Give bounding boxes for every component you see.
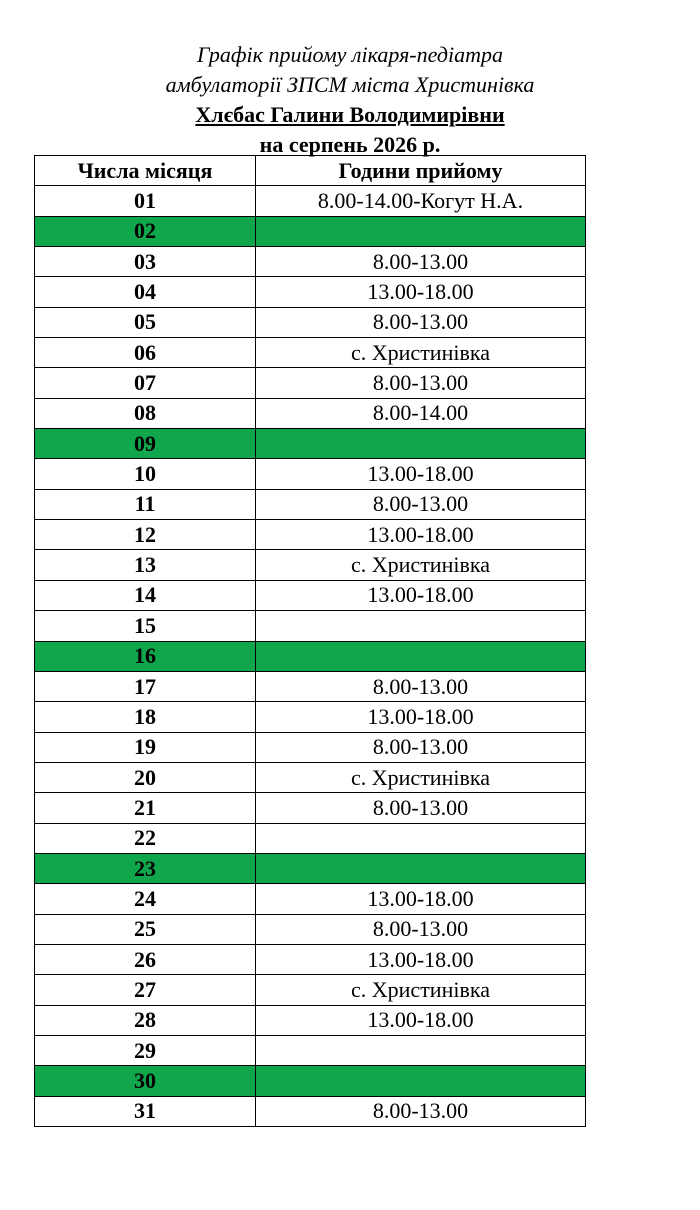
table-row bbox=[35, 338, 586, 368]
hours-cell bbox=[256, 429, 586, 459]
hours-cell bbox=[256, 1035, 586, 1065]
day-cell: 27 bbox=[35, 975, 256, 1005]
day-cell: 08 bbox=[35, 398, 256, 428]
day-cell: 18 bbox=[35, 702, 256, 732]
hours-cell: 8.00-13.00 bbox=[256, 914, 586, 944]
table-row bbox=[35, 762, 586, 792]
day-cell: 26 bbox=[35, 944, 256, 974]
hours-cell bbox=[256, 611, 586, 641]
hours-cell bbox=[256, 823, 586, 853]
hours-cell: 8.00-14.00 bbox=[256, 398, 586, 428]
document-header bbox=[0, 40, 700, 160]
table-row bbox=[35, 611, 586, 641]
day-cell: 17 bbox=[35, 671, 256, 701]
hours-cell: с. Христинівка bbox=[256, 975, 586, 1005]
table-header-row bbox=[35, 156, 586, 186]
hours-cell: 8.00-14.00-Когут Н.А. bbox=[256, 186, 586, 216]
day-cell: 30 bbox=[35, 1066, 256, 1096]
hours-cell: 13.00-18.00 bbox=[256, 884, 586, 914]
table-row bbox=[35, 216, 586, 246]
day-cell: 23 bbox=[35, 853, 256, 883]
table-row bbox=[35, 944, 586, 974]
schedule-body bbox=[35, 186, 586, 1127]
table-row bbox=[35, 398, 586, 428]
table-row bbox=[35, 793, 586, 823]
table-row bbox=[35, 550, 586, 580]
column-header-day: Числа місяця bbox=[35, 156, 256, 186]
hours-cell: 13.00-18.00 bbox=[256, 520, 586, 550]
title-line-2: амбулаторії ЗПСМ міста Христинівка bbox=[165, 72, 535, 97]
table-row bbox=[35, 247, 586, 277]
day-cell: 12 bbox=[35, 520, 256, 550]
hours-cell: 13.00-18.00 bbox=[256, 702, 586, 732]
table-row bbox=[35, 641, 586, 671]
hours-cell: 8.00-13.00 bbox=[256, 307, 586, 337]
table-row bbox=[35, 1005, 586, 1035]
column-header-hours: Години прийому bbox=[256, 156, 586, 186]
hours-cell bbox=[256, 1066, 586, 1096]
day-cell: 09 bbox=[35, 429, 256, 459]
hours-cell: 8.00-13.00 bbox=[256, 732, 586, 762]
day-cell: 10 bbox=[35, 459, 256, 489]
table-row bbox=[35, 671, 586, 701]
hours-cell bbox=[256, 641, 586, 671]
hours-cell: 13.00-18.00 bbox=[256, 944, 586, 974]
table-row bbox=[35, 489, 586, 519]
table-row bbox=[35, 580, 586, 610]
day-cell: 25 bbox=[35, 914, 256, 944]
schedule-table bbox=[34, 155, 586, 1127]
day-cell: 21 bbox=[35, 793, 256, 823]
hours-cell: 8.00-13.00 bbox=[256, 489, 586, 519]
day-cell: 28 bbox=[35, 1005, 256, 1035]
table-row bbox=[35, 429, 586, 459]
day-cell: 24 bbox=[35, 884, 256, 914]
day-cell: 11 bbox=[35, 489, 256, 519]
hours-cell bbox=[256, 216, 586, 246]
day-cell: 15 bbox=[35, 611, 256, 641]
table-row bbox=[35, 1066, 586, 1096]
day-cell: 29 bbox=[35, 1035, 256, 1065]
hours-cell: 8.00-13.00 bbox=[256, 1096, 586, 1126]
day-cell: 13 bbox=[35, 550, 256, 580]
table-row bbox=[35, 732, 586, 762]
hours-cell: 8.00-13.00 bbox=[256, 247, 586, 277]
table-row bbox=[35, 186, 586, 216]
table-row bbox=[35, 1096, 586, 1126]
day-cell: 22 bbox=[35, 823, 256, 853]
table-row bbox=[35, 975, 586, 1005]
day-cell: 01 bbox=[35, 186, 256, 216]
hours-cell: с. Христинівка bbox=[256, 762, 586, 792]
hours-cell bbox=[256, 853, 586, 883]
table-row bbox=[35, 307, 586, 337]
hours-cell: 13.00-18.00 bbox=[256, 1005, 586, 1035]
table-row bbox=[35, 884, 586, 914]
day-cell: 04 bbox=[35, 277, 256, 307]
hours-cell: с. Христинівка bbox=[256, 550, 586, 580]
day-cell: 05 bbox=[35, 307, 256, 337]
hours-cell: 8.00-13.00 bbox=[256, 671, 586, 701]
hours-cell: 8.00-13.00 bbox=[256, 368, 586, 398]
table-row bbox=[35, 914, 586, 944]
table-row bbox=[35, 702, 586, 732]
day-cell: 20 bbox=[35, 762, 256, 792]
schedule-period: на серпень 2026 р. bbox=[259, 132, 441, 157]
day-cell: 07 bbox=[35, 368, 256, 398]
table-row bbox=[35, 368, 586, 398]
table-row bbox=[35, 277, 586, 307]
hours-cell: 8.00-13.00 bbox=[256, 793, 586, 823]
day-cell: 19 bbox=[35, 732, 256, 762]
day-cell: 06 bbox=[35, 338, 256, 368]
table-row bbox=[35, 520, 586, 550]
day-cell: 31 bbox=[35, 1096, 256, 1126]
day-cell: 02 bbox=[35, 216, 256, 246]
title-line-1: Графік прийому лікаря-педіатра bbox=[197, 42, 503, 67]
hours-cell: 13.00-18.00 bbox=[256, 580, 586, 610]
day-cell: 14 bbox=[35, 580, 256, 610]
hours-cell: с. Христинівка bbox=[256, 338, 586, 368]
doctor-name: Хлєбас Галини Володимирівни bbox=[195, 102, 505, 127]
hours-cell: 13.00-18.00 bbox=[256, 277, 586, 307]
table-row bbox=[35, 1035, 586, 1065]
day-cell: 03 bbox=[35, 247, 256, 277]
hours-cell: 13.00-18.00 bbox=[256, 459, 586, 489]
table-row bbox=[35, 823, 586, 853]
day-cell: 16 bbox=[35, 641, 256, 671]
table-row bbox=[35, 853, 586, 883]
table-row bbox=[35, 459, 586, 489]
